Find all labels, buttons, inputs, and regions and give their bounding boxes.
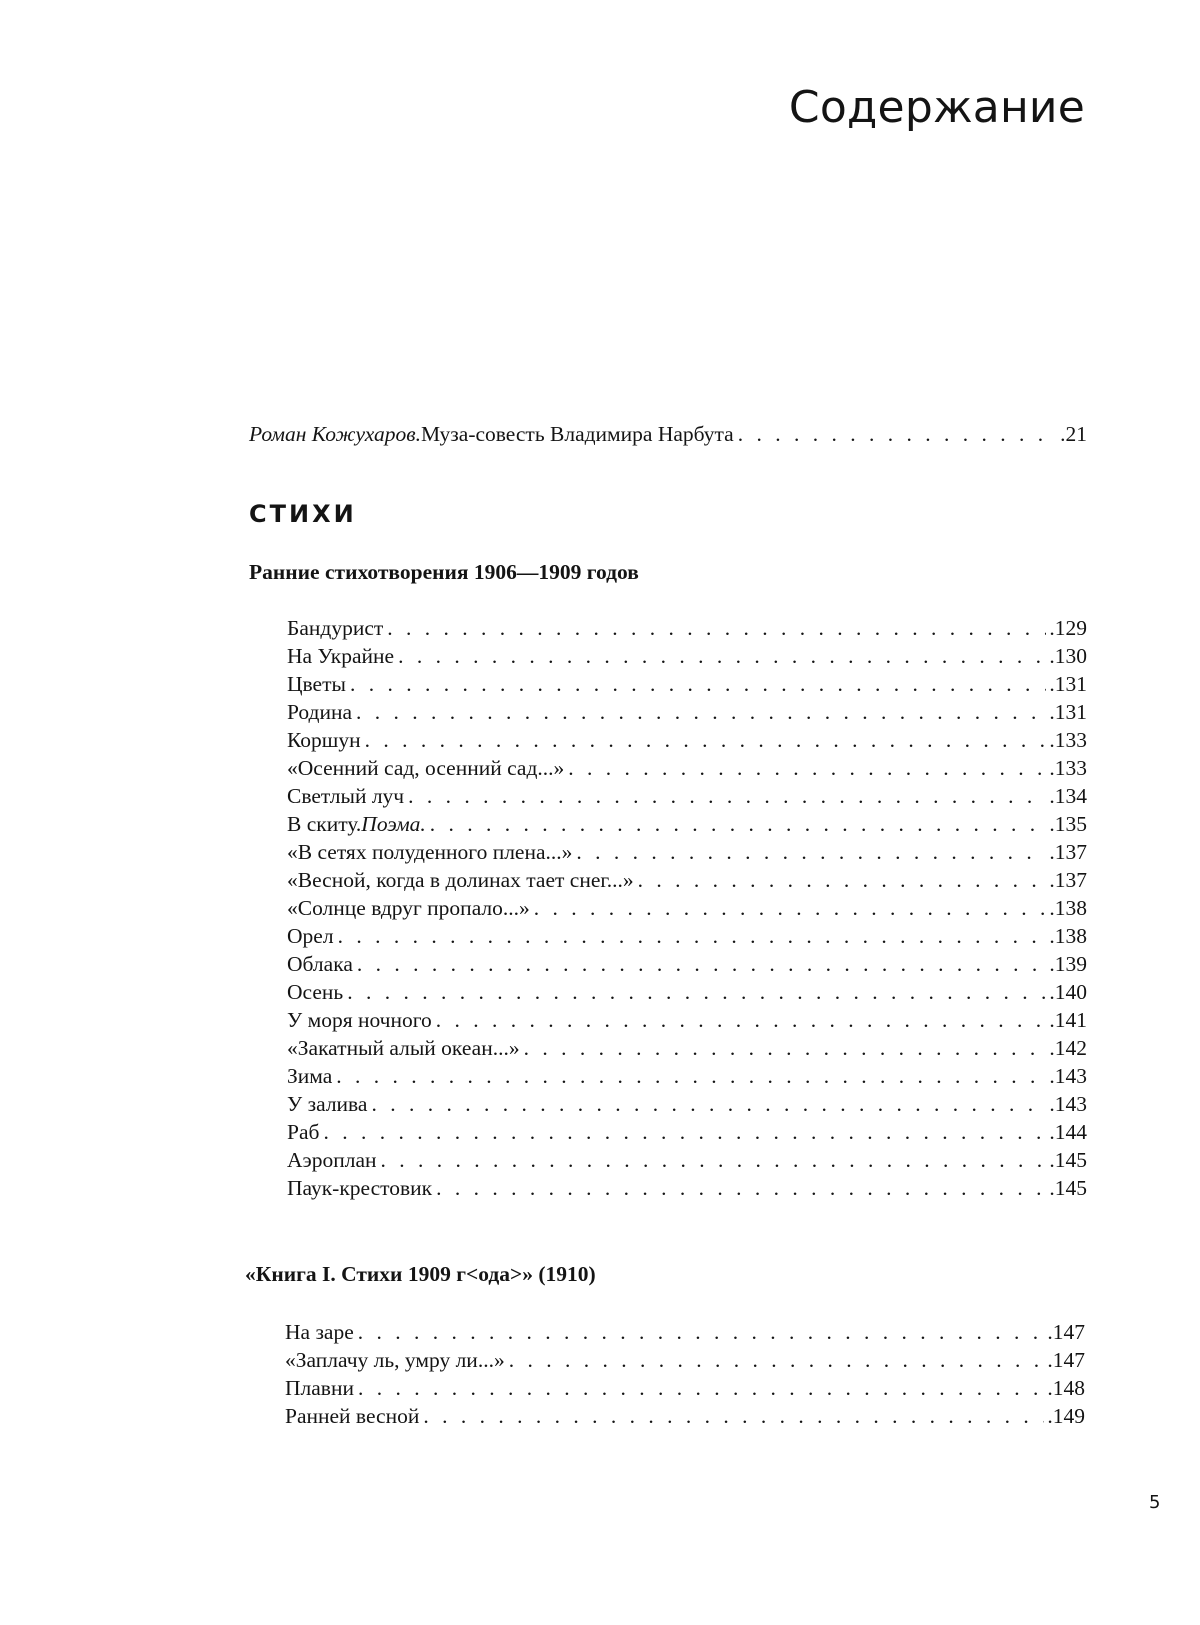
leader-dots xyxy=(336,1062,1046,1090)
leader-dots xyxy=(408,782,1046,810)
leader-dots xyxy=(347,978,1046,1006)
toc-entry xyxy=(287,614,1087,642)
toc-entry-page: .143 xyxy=(1049,1092,1087,1116)
toc-entry-title: Зима xyxy=(287,1064,333,1088)
toc-entry xyxy=(287,1118,1087,1146)
toc-entry-page: .149 xyxy=(1047,1404,1085,1428)
toc-entry-page: .138 xyxy=(1049,896,1087,920)
toc-entry-title: Осень xyxy=(287,980,344,1004)
toc-entry-title: «Солнце вдруг пропало...» xyxy=(287,896,530,920)
toc-entry xyxy=(287,1034,1087,1062)
toc-list xyxy=(285,1318,1085,1430)
toc-entry xyxy=(285,1346,1085,1374)
toc-entry xyxy=(287,642,1087,670)
toc-entry-title: «Осенний сад, осенний сад...» xyxy=(287,756,565,780)
toc-entry-page: .143 xyxy=(1049,1064,1087,1088)
leader-dots xyxy=(398,642,1046,670)
leader-dots xyxy=(436,1006,1047,1034)
toc-entry-page: .145 xyxy=(1049,1176,1087,1200)
leader-dots xyxy=(436,1174,1046,1202)
toc-entry xyxy=(287,698,1087,726)
leader-dots xyxy=(387,614,1046,642)
toc-entry xyxy=(285,1374,1085,1402)
leader-dots xyxy=(638,866,1047,894)
leader-dots xyxy=(509,1346,1045,1374)
leader-dots xyxy=(358,1374,1044,1402)
toc-entry xyxy=(287,810,1087,838)
leader-dots xyxy=(356,698,1046,726)
toc-entry-title: «Заплачу ль, умру ли...» xyxy=(285,1348,505,1372)
toc-entry-page: .131 xyxy=(1049,672,1087,696)
leader-dots xyxy=(738,420,1057,448)
toc-list xyxy=(287,614,1087,1202)
toc-entry-intro xyxy=(249,420,1087,448)
leader-dots xyxy=(323,1118,1046,1146)
leader-dots xyxy=(524,1034,1047,1062)
leader-dots xyxy=(381,1146,1047,1174)
toc-entry-title: В скиту. xyxy=(287,812,362,836)
toc-entry xyxy=(287,1006,1087,1034)
toc-entry-title: Коршун xyxy=(287,728,361,752)
toc-entry-page: .133 xyxy=(1049,728,1087,752)
toc-entry-title: Раб xyxy=(287,1120,320,1144)
leader-dots xyxy=(576,838,1046,866)
section-heading: СТИХИ xyxy=(249,500,357,528)
toc-entry-title: «Закатный алый океан...» xyxy=(287,1036,520,1060)
toc-entry xyxy=(287,670,1087,698)
toc-entry-page: .135 xyxy=(1049,812,1087,836)
toc-entry-title: Орел xyxy=(287,924,334,948)
leader-dots xyxy=(350,670,1046,698)
toc-entry xyxy=(287,1090,1087,1118)
toc-entry-page: .133 xyxy=(1049,756,1087,780)
subsection-heading: «Книга I. Стихи 1909 г<ода>» (1910) xyxy=(245,1262,596,1286)
toc-entry-page: .138 xyxy=(1049,924,1087,948)
toc-entry xyxy=(287,754,1087,782)
leader-dots xyxy=(568,754,1046,782)
toc-entry-title: У моря ночного xyxy=(287,1008,432,1032)
toc-entry-title: Облака xyxy=(287,952,353,976)
leader-dots xyxy=(338,922,1047,950)
toc-entry xyxy=(287,922,1087,950)
toc-entry-title: Светлый луч xyxy=(287,784,405,808)
toc-entry xyxy=(287,866,1087,894)
toc-entry-page: .142 xyxy=(1049,1036,1087,1060)
toc-entry-title: Ранней весной xyxy=(285,1404,420,1428)
toc-entry-title: Бандурист xyxy=(287,616,384,640)
toc-entry-page: .130 xyxy=(1049,644,1087,668)
toc-entry-page: .148 xyxy=(1047,1376,1085,1400)
toc-entry-genre: Поэма. xyxy=(361,812,426,836)
toc-entry-page: .147 xyxy=(1047,1320,1085,1344)
toc-entry-title: Цветы xyxy=(287,672,346,696)
toc-entry-title: Паук-крестовик xyxy=(287,1176,433,1200)
leader-dots xyxy=(358,1318,1045,1346)
leader-dots xyxy=(430,810,1047,838)
toc-entry xyxy=(287,1062,1087,1090)
toc-entry-author: Роман Кожухаров. xyxy=(249,422,421,446)
leader-dots xyxy=(357,950,1047,978)
toc-entry-page: .139 xyxy=(1049,952,1087,976)
toc-entry-page: .137 xyxy=(1049,840,1087,864)
page-number: 5 xyxy=(1149,1492,1161,1513)
toc-entry-page: .145 xyxy=(1049,1148,1087,1172)
toc-entry-title: «Весной, когда в долинах тает снег...» xyxy=(287,868,634,892)
toc-entry-page: .21 xyxy=(1060,422,1087,446)
toc-entry-page: .140 xyxy=(1049,980,1087,1004)
toc-entry-title: У залива xyxy=(287,1092,368,1116)
toc-entry-title: Муза-совесть Владимира Нарбута xyxy=(420,422,734,446)
toc-entry-page: .147 xyxy=(1047,1348,1085,1372)
toc-entry-title: Плавни xyxy=(285,1376,354,1400)
toc-entry-page: .141 xyxy=(1049,1008,1087,1032)
toc-entry xyxy=(287,726,1087,754)
page-title: Содержание xyxy=(788,82,1085,133)
toc-entry xyxy=(287,894,1087,922)
toc-entry-page: .134 xyxy=(1049,784,1087,808)
toc-entry xyxy=(287,950,1087,978)
toc-entry-page: .129 xyxy=(1049,616,1087,640)
toc-entry xyxy=(287,1174,1087,1202)
toc-entry xyxy=(285,1402,1085,1430)
toc-entry xyxy=(287,838,1087,866)
toc-entry-title: Родина xyxy=(287,700,353,724)
leader-dots xyxy=(371,1090,1046,1118)
toc-entry-page: .131 xyxy=(1049,700,1087,724)
leader-dots xyxy=(365,726,1047,754)
toc-entry xyxy=(287,782,1087,810)
toc-entry-title: На Украйне xyxy=(287,644,395,668)
toc-entry-title: Аэроплан xyxy=(287,1148,377,1172)
toc-entry xyxy=(287,1146,1087,1174)
toc-entry-page: .137 xyxy=(1049,868,1087,892)
leader-dots xyxy=(534,894,1047,922)
toc-entry-page: .144 xyxy=(1049,1120,1087,1144)
leader-dots xyxy=(423,1402,1044,1430)
toc-entry xyxy=(287,978,1087,1006)
toc-entry-title: На заре xyxy=(285,1320,354,1344)
toc-entry-title: «В сетях полуденного плена...» xyxy=(287,840,573,864)
subsection-heading: Ранние стихотворения 1906—1909 годов xyxy=(249,560,639,584)
toc-entry xyxy=(285,1318,1085,1346)
